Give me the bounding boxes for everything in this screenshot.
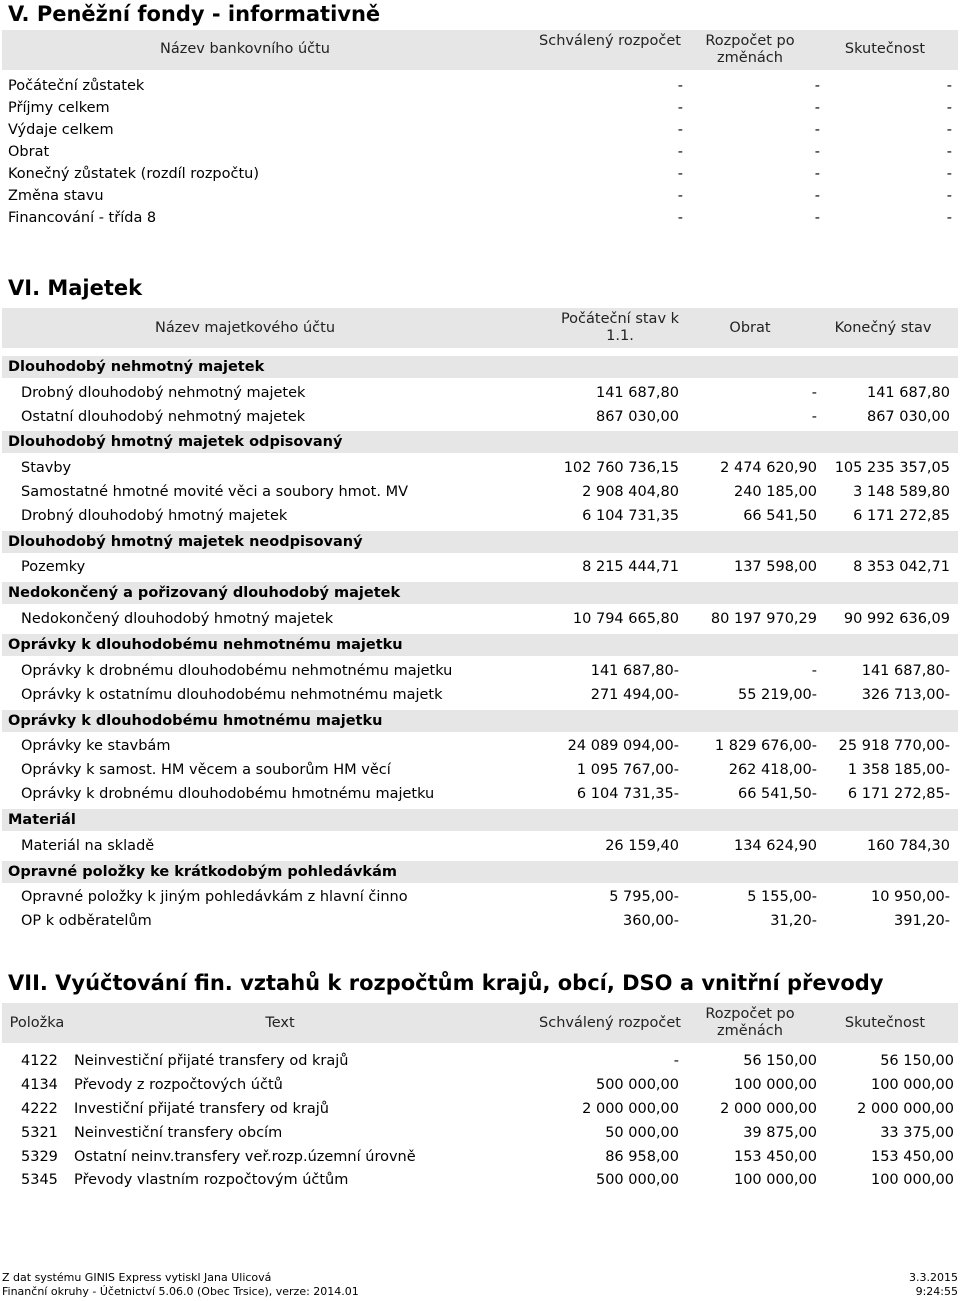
- section6-header-name: Název majetkového účtu: [154, 320, 336, 336]
- section6-row: [0, 505, 960, 527]
- turnover-value: 137 598,00: [733, 559, 817, 575]
- section7-header-item: Položka: [9, 1015, 65, 1031]
- section6-group-row: [2, 809, 958, 831]
- item-text: Ostatní neinv.transfery veř.rozp.územní úrovně: [74, 1149, 416, 1165]
- section6-row: [0, 660, 960, 682]
- section7-row: [0, 1122, 960, 1144]
- section6-group-row: [2, 356, 958, 378]
- row-label: Obrat: [8, 144, 50, 160]
- approved-value: -: [677, 144, 683, 160]
- initial-value: 24 089 094,00-: [567, 738, 679, 754]
- section5-row: [0, 207, 960, 229]
- section7-header-bar: [2, 1003, 958, 1043]
- actual-value: 100 000,00: [870, 1172, 954, 1188]
- actual-value: 56 150,00: [880, 1053, 954, 1069]
- initial-value: 8 215 444,71: [582, 559, 679, 575]
- section5-row: [0, 119, 960, 141]
- initial-value: 141 687,80: [595, 385, 679, 401]
- section6-row: [0, 406, 960, 428]
- turnover-value: 2 474 620,90: [720, 460, 817, 476]
- initial-value: 6 104 731,35-: [576, 786, 679, 802]
- section5-row: [0, 97, 960, 119]
- group-label: Oprávky k dlouhodobému hmotnému majetku: [8, 713, 383, 729]
- turnover-value: 80 197 970,29: [710, 611, 817, 627]
- section5-header-name: Název bankovního účtu: [160, 41, 330, 57]
- turnover-value: 262 418,00-: [728, 762, 817, 778]
- final-value: 25 918 770,00-: [838, 738, 950, 754]
- group-label: Oprávky k dlouhodobému nehmotnému majetku: [8, 637, 403, 653]
- final-value: 10 950,00-: [870, 889, 950, 905]
- turnover-value: 31,20-: [770, 913, 817, 929]
- section6-row: [0, 457, 960, 479]
- item-code: 4122: [21, 1053, 58, 1069]
- section6-row: [0, 556, 960, 578]
- final-value: 391,20-: [894, 913, 950, 929]
- group-label: Dlouhodobý nehmotný majetek: [8, 359, 265, 375]
- row-label: Drobný dlouhodobý hmotný majetek: [21, 508, 288, 524]
- turnover-value: 5 155,00-: [747, 889, 817, 905]
- approved-value: -: [677, 122, 683, 138]
- section6-row: [0, 759, 960, 781]
- section6-row: [0, 382, 960, 404]
- adjusted-value: 100 000,00: [733, 1077, 817, 1093]
- item-code: 4134: [21, 1077, 58, 1093]
- adjusted-value: -: [814, 188, 820, 204]
- section7-row: [0, 1074, 960, 1096]
- section5-header-bar: [2, 30, 958, 70]
- section5-header-actual: Skutečnost: [844, 41, 926, 57]
- group-label: Materiál: [8, 812, 76, 828]
- section5-row: [0, 185, 960, 207]
- final-value: 90 992 636,09: [843, 611, 950, 627]
- section6-header-turnover: Obrat: [729, 320, 771, 336]
- approved-value: 86 958,00: [605, 1149, 679, 1165]
- section5-row: [0, 75, 960, 97]
- actual-value: 2 000 000,00: [857, 1101, 954, 1117]
- row-label: Pozemky: [21, 559, 86, 575]
- section7-row: [0, 1098, 960, 1120]
- footer-time: 9:24:55: [915, 1285, 958, 1298]
- row-label: Nedokončený dlouhodobý hmotný majetek: [21, 611, 334, 627]
- row-label: Materiál na skladě: [21, 838, 155, 854]
- turnover-value: 1 829 676,00-: [714, 738, 817, 754]
- section6-group-row: [2, 531, 958, 553]
- initial-value: 271 494,00-: [590, 687, 679, 703]
- adjusted-value: 153 450,00: [733, 1149, 817, 1165]
- actual-value: 153 450,00: [870, 1149, 954, 1165]
- final-value: 141 687,80: [866, 385, 950, 401]
- final-value: 867 030,00: [866, 409, 950, 425]
- group-label: Opravné položky ke krátkodobým pohledávkám: [8, 864, 397, 880]
- row-label: Opravné položky k jiným pohledávkám z hlavní činno: [21, 889, 408, 905]
- section6-row: [0, 481, 960, 503]
- section7-title: VII. Vyúčtování fin. vztahů k rozpočtům krajů, obcí, DSO a vnitřní převody: [8, 971, 884, 995]
- turnover-value: 134 624,90: [733, 838, 817, 854]
- adjusted-value: 100 000,00: [733, 1172, 817, 1188]
- footer-line2: Finanční okruhy - Účetnictví 5.06.0 (Obec Trsice), verze: 2014.01: [2, 1285, 359, 1298]
- actual-value: -: [946, 78, 952, 94]
- initial-value: 1 095 767,00-: [576, 762, 679, 778]
- turnover-value: 66 541,50-: [737, 786, 817, 802]
- initial-value: 6 104 731,35: [582, 508, 679, 524]
- turnover-value: -: [811, 663, 817, 679]
- item-code: 4222: [21, 1101, 58, 1117]
- item-code: 5329: [21, 1149, 58, 1165]
- row-label: Oprávky k samost. HM věcem a souborům HM věcí: [21, 762, 391, 778]
- adjusted-value: -: [814, 78, 820, 94]
- turnover-value: 55 219,00-: [737, 687, 817, 703]
- row-label: Oprávky k drobnému dlouhodobému nehmotnému majetku: [21, 663, 453, 679]
- approved-value: 2 000 000,00: [582, 1101, 679, 1117]
- section6-row: [0, 735, 960, 757]
- row-label: Oprávky ke stavbám: [21, 738, 171, 754]
- row-label: Výdaje celkem: [8, 122, 114, 138]
- section6-header-final: Konečný stav: [834, 320, 932, 336]
- group-label: Dlouhodobý hmotný majetek odpisovaný: [8, 434, 343, 450]
- initial-value: 360,00-: [623, 913, 679, 929]
- row-label: Příjmy celkem: [8, 100, 110, 116]
- actual-value: -: [946, 144, 952, 160]
- section5-row: [0, 163, 960, 185]
- section6-row: [0, 886, 960, 908]
- section6-group-row: [2, 634, 958, 656]
- section6-group-row: [2, 582, 958, 604]
- row-label: Stavby: [21, 460, 72, 476]
- actual-value: -: [946, 166, 952, 182]
- approved-value: -: [677, 78, 683, 94]
- final-value: 8 353 042,71: [853, 559, 950, 575]
- row-label: Ostatní dlouhodobý nehmotný majetek: [21, 409, 306, 425]
- final-value: 3 148 589,80: [853, 484, 950, 500]
- section6-header-bar: [2, 308, 958, 348]
- section6-group-row: [2, 710, 958, 732]
- actual-value: 100 000,00: [870, 1077, 954, 1093]
- item-text: Převody z rozpočtových účtů: [74, 1077, 283, 1093]
- section5-row: [0, 141, 960, 163]
- approved-value: 500 000,00: [595, 1077, 679, 1093]
- actual-value: -: [946, 210, 952, 226]
- adjusted-value: -: [814, 166, 820, 182]
- row-label: Samostatné hmotné movité věci a soubory hmot. MV: [21, 484, 408, 500]
- initial-value: 102 760 736,15: [563, 460, 679, 476]
- actual-value: -: [946, 188, 952, 204]
- final-value: 326 713,00-: [861, 687, 950, 703]
- section6-header-initial: Počáteční stav k 1.1.: [560, 311, 680, 344]
- final-value: 160 784,30: [866, 838, 950, 854]
- final-value: 141 687,80-: [861, 663, 950, 679]
- row-label: Drobný dlouhodobý nehmotný majetek: [21, 385, 306, 401]
- turnover-value: 240 185,00: [733, 484, 817, 500]
- section7-header-adjusted: Rozpočet po změnách: [705, 1006, 795, 1039]
- turnover-value: -: [811, 409, 817, 425]
- adjusted-value: 2 000 000,00: [720, 1101, 817, 1117]
- group-label: Nedokončený a pořizovaný dlouhodobý majetek: [8, 585, 401, 601]
- initial-value: 5 795,00-: [609, 889, 679, 905]
- item-text: Neinvestiční transfery obcím: [74, 1125, 283, 1141]
- row-label: Oprávky k ostatnímu dlouhodobému nehmotnému majetk: [21, 687, 443, 703]
- section5-title: V. Peněžní fondy - informativně: [8, 2, 381, 26]
- section6-group-row: [2, 431, 958, 453]
- item-code: 5321: [21, 1125, 58, 1141]
- section6-row: [0, 783, 960, 805]
- actual-value: -: [946, 122, 952, 138]
- turnover-value: 66 541,50: [743, 508, 817, 524]
- section6-row: [0, 910, 960, 932]
- section7-header-text: Text: [265, 1015, 295, 1031]
- row-label: Změna stavu: [8, 188, 104, 204]
- section5-header-adjusted: Rozpočet po změnách: [705, 33, 795, 66]
- section5-header-approved: Schválený rozpočet: [539, 33, 681, 49]
- row-label: Oprávky k drobnému dlouhodobému hmotnému majetku: [21, 786, 435, 802]
- section7-header-approved: Schválený rozpočet: [539, 1015, 681, 1031]
- initial-value: 26 159,40: [605, 838, 679, 854]
- row-label: Konečný zůstatek (rozdíl rozpočtu): [8, 166, 260, 182]
- section7-row: [0, 1146, 960, 1168]
- adjusted-value: 39 875,00: [743, 1125, 817, 1141]
- footer-line1: Z dat systému GINIS Express vytiskl Jana Ulicová: [2, 1271, 272, 1284]
- row-label: Počáteční zůstatek: [8, 78, 145, 94]
- item-text: Neinvestiční přijaté transfery od krajů: [74, 1053, 349, 1069]
- section6-row: [0, 835, 960, 857]
- adjusted-value: -: [814, 122, 820, 138]
- approved-value: 50 000,00: [605, 1125, 679, 1141]
- section6-group-row: [2, 861, 958, 883]
- item-text: Investiční přijaté transfery od krajů: [74, 1101, 329, 1117]
- final-value: 6 171 272,85-: [847, 786, 950, 802]
- adjusted-value: 56 150,00: [743, 1053, 817, 1069]
- initial-value: 10 794 665,80: [572, 611, 679, 627]
- approved-value: -: [677, 210, 683, 226]
- final-value: 105 235 357,05: [834, 460, 950, 476]
- turnover-value: -: [811, 385, 817, 401]
- initial-value: 141 687,80-: [590, 663, 679, 679]
- approved-value: -: [677, 166, 683, 182]
- final-value: 1 358 185,00-: [847, 762, 950, 778]
- section6-row: [0, 608, 960, 630]
- section7-row: [0, 1169, 960, 1191]
- initial-value: 867 030,00: [595, 409, 679, 425]
- section7-row: [0, 1050, 960, 1072]
- section6-title: VI. Majetek: [8, 276, 143, 300]
- section7-header-actual: Skutečnost: [844, 1015, 926, 1031]
- adjusted-value: -: [814, 144, 820, 160]
- footer-date: 3.3.2015: [909, 1271, 958, 1284]
- approved-value: -: [677, 188, 683, 204]
- item-text: Převody vlastním rozpočtovým účtům: [74, 1172, 349, 1188]
- item-code: 5345: [21, 1172, 58, 1188]
- actual-value: 33 375,00: [880, 1125, 954, 1141]
- row-label: Financování - třída 8: [8, 210, 157, 226]
- section6-row: [0, 684, 960, 706]
- initial-value: 2 908 404,80: [582, 484, 679, 500]
- actual-value: -: [946, 100, 952, 116]
- row-label: OP k odběratelům: [21, 913, 152, 929]
- approved-value: 500 000,00: [595, 1172, 679, 1188]
- final-value: 6 171 272,85: [853, 508, 950, 524]
- adjusted-value: -: [814, 210, 820, 226]
- approved-value: -: [677, 100, 683, 116]
- approved-value: -: [673, 1053, 679, 1069]
- adjusted-value: -: [814, 100, 820, 116]
- group-label: Dlouhodobý hmotný majetek neodpisovaný: [8, 534, 363, 550]
